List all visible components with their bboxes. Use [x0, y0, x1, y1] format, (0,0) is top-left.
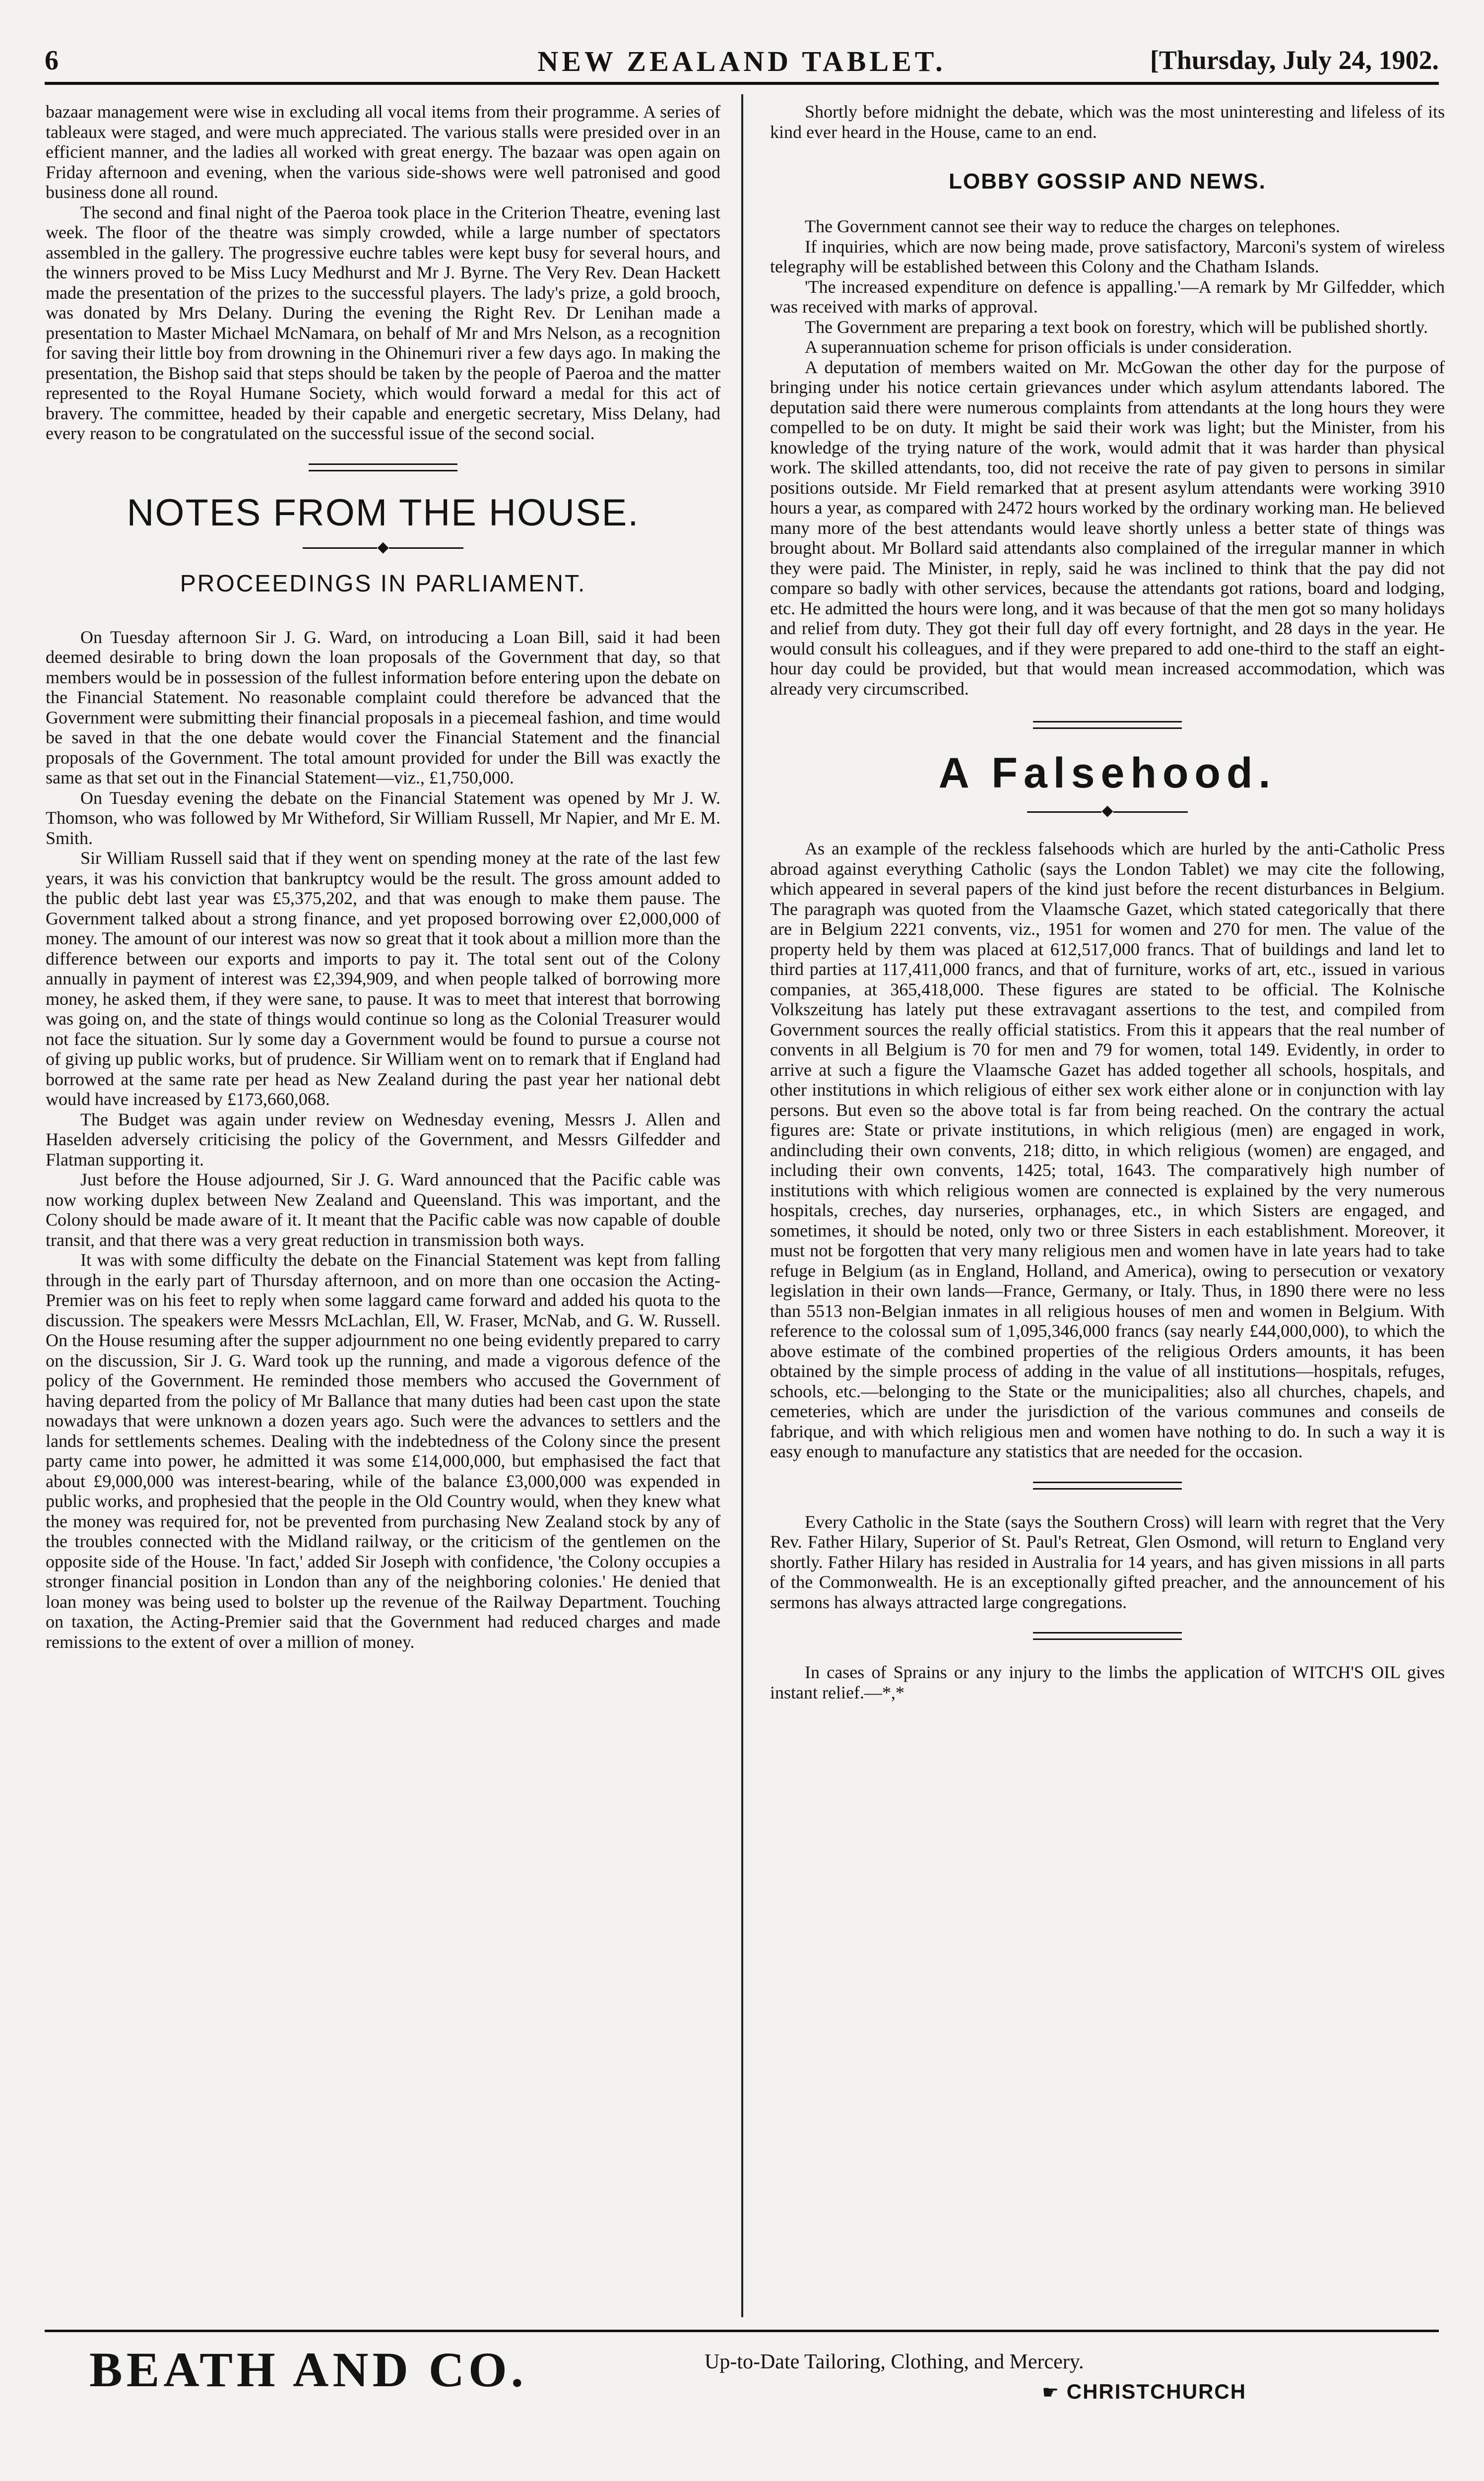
article-paragraph: Shortly before midnight the debate, which was the most uninteresting and lifeless of its kind ever heard in the House, came to an end. — [770, 102, 1445, 142]
section-rule — [309, 463, 457, 471]
right-column — [770, 102, 1445, 1702]
ornament-divider: ◆ — [770, 803, 1445, 819]
lobby-heading: LOBBY GOSSIP AND NEWS. — [949, 169, 1266, 194]
article-paragraph: On Tuesday afternoon Sir J. G. Ward, on introducing a Loan Bill, said it had been deemed desirable to bring down the loan proposals of the Government that day, so that members would be in possession of the fullest information before entering upon the debate on the Financial Statement. No reasonable complaint could therefore be advanced that the Government were submitting their financial proposals in a piecemeal fashion, and time would be saved in that the one debate would cover the Financial Statement and the financial proposals of the Government. The total amount provided for under the Bill was exactly the same as that set out in the Financial Statement—viz., £1,750,000. — [46, 627, 720, 787]
article-paragraph: Sir William Russell said that if they went on spending money at the rate of the last few years, it was his conviction that bankruptcy would be the result. The gross amount added to the public debt last year was £5,375,202, and that was enough to make them pause. The Government talked about a strong finance, and yet proposed borrowing over £2,000,000 of money. The amount of our interest was now so great that it took about a million more than the difference between our exports and imports to pay it. The total sent out of the Colony annually in payment of interest was £2,394,909, and when people talked of borrowing more money, he asked them, if they were sane, to pause. It was to meet that interest that borrowing was going on, and the state of things would continue so long as the Colonial Treasurer would not face the situation. Sur ly some day a Government would be found to pursue a course not of giving up public works, but of prudence. Sir William went on to remark that if England had borrowed at the same rate per head as New Zealand during the past year her national debt would have increased by £173,660,068. — [46, 848, 720, 1109]
lobby-paragraph: 'The increased expenditure on defence is appalling.'—A remark by Mr Gilfedder, which was received with marks of approval. — [770, 276, 1445, 317]
article-paragraph: bazaar management were wise in excluding all vocal items from their programme. A series of tableaux were staged, and were much appreciated. The various stalls were presided over in an efficient manner, and the ladies all worked with great energy. The bazaar was open again on Friday afternoon and evening, when the various side-shows were well patronised and good business done all round. — [46, 102, 720, 202]
section-heading: NOTES FROM THE HOUSE. — [127, 491, 640, 534]
article-paragraph: On Tuesday evening the debate on the Financial Statement was opened by Mr J. W. Thomson, who was followed by Mr Witheford, Sir William Russell, Mr Napier, and Mr E. M. Smith. — [46, 787, 720, 848]
issue-date: [Thursday, July 24, 1902. — [1150, 45, 1439, 75]
page-number: 6 — [45, 45, 59, 76]
article-paragraph: Just before the House adjourned, Sir J. G. Ward announced that the Pacific cable was now working duplex between New Zealand and Queensland. This was important, and the Colony should be made aware of it. It meant that the Pacific cable was now capable of double transit, and that there was a very great reduction in transmission both ways. — [46, 1170, 720, 1250]
lobby-paragraph: A deputation of members waited on Mr. McGowan the other day for the purpose of bringing under his notice certain grievances under which asylum attendants labored. The deputation said there were numerous complaints from attendants at the long hours they were compelled to be on duty. It might be said their work was light; but the Minister, from his knowledge of the trying nature of the work, would admit that it was harder than physical work. The skilled attendants, too, did not receive the rate of pay given to persons in similar positions outside. Mr Field remarked that at present asylum attendants were working 3910 hours a year, as compared with 2472 hours worked by the ordinary working man. He believed many more of the best attendants would leave shortly unless a better state of things was brought about. Mr Bollard said attendants also complained of the irregular manner in which they were paid. The Minister, in reply, said he was inclined to think that the pay did not compare so badly with other services, because the attendants got rations, board and lodging, etc. He admitted the hours were long, and it was because of that the men got so many holidays and relief from duty. They got their full day off every fortnight, and 28 days in the year. He would consult his colleagues, and if they were prepared to add one-third to the staff an eight-hour day could be provided, but that would mean increased accommodation, which was already very circumscribed. — [770, 357, 1445, 699]
falsehood-heading: A Falsehood. — [938, 749, 1277, 797]
article-paragraph: The Budget was again under review on Wednesday evening, Messrs J. Allen and Haselden adversely criticising the policy of the Government, and Messrs Gilfedder and Flatman supporting it. — [46, 1109, 720, 1170]
section-rule — [1033, 1482, 1182, 1490]
city-label: CHRISTCHURCH — [1066, 2380, 1247, 2403]
advertiser-city — [1042, 2380, 1246, 2404]
article-paragraph: The second and final night of the Paeroa took place in the Criterion Theatre, evening last week. The floor of the theatre was simply crowded, while a large number of spectators assembled in the gallery. The progressive euchre tables were kept busy for several hours, and the winners proved to be Miss Lucy Medhurst and Mr J. Byrne. The Very Rev. Dean Hackett made the presentation of the prizes to the successful players. The lady's prize, a gold brooch, was donated by Mrs Delany. During the evening the Right Rev. Dr Lenihan made a presentation to Master Michael McNamara, on behalf of Mr and Mrs Nelson, as a recognition for saving their little boy from drowning in the Ohinemuri river a few days ago. In making the presentation, the Bishop said that steps should be taken by the people of Paeroa and the matter represented to the Royal Humane Society, which would forward a medal for this act of bravery. The committee, headed by their capable and energetic secretary, Miss Delany, had every reason to be congratulated on the successful issue of the second social. — [46, 202, 720, 443]
section-rule — [1033, 1632, 1182, 1640]
left-column — [46, 102, 720, 1652]
advertiser-name: BEATH AND CO. — [89, 2342, 527, 2397]
lobby-paragraph: A superannuation scheme for prison officials is under consideration. — [805, 337, 1292, 357]
article-paragraph: As an example of the reckless falsehoods which are hurled by the anti-Catholic Press abroad against everything Catholic (says the London Tablet) we may cite the following, which appeared in several papers of the kind just before the recent disturbances in Belgium. The paragraph was quoted from the Vlaamsche Gazet, which stated categorically that there are in Belgium 2221 convents, viz., 1951 for women and 270 for men. The value of the property held by them was placed at 612,517,000 francs. That of buildings and land let to third parties at 117,411,000 francs, and that of furniture, works of art, etc., issued in various companies, at 365,418,000. These figures are stated to be official. The Kolnische Volkszeitung has lately put these extravagant assertions to the test, and compiled from Government sources the really official statistics. From this it appears that the real number of convents in all Belgium is 70 for men and 79 for women, total 149. Evidently, in order to arrive at such a figure the Vlaamsche Gazet has added together all schools, hospitals, and other institutions in which religious of either sex work either alone or in conjunction with lay persons. But even so the above total is far from being reached. On the contrary the actual figures are: State or private institutions, in which religious (men) are engaged in work, andincluding their own convents, 218; ditto, in which religious (women) are engaged, and including their own convents, 1425; total, 1643. The comparatively high number of institutions with which religious women are connected is explained by the very numerous hospitals, creches, day nurseries, orphanages, etc., in which Sisters are engaged, and sometimes, it should be noted, only two or three Sisters in each establishment. Moreover, it must not be forgotten that very many religious men and women have in late years had to take refuge in Belgium (as in England, Holland, and America), owing to persecution or vexatory legislation in their own lands—France, Germany, or Italy. Thus, in 1890 there were no less than 5513 non-Belgian inmates in all religious houses of men and women in Belgium. With reference to the colossal sum of 1,095,346,000 francs (say nearly £44,000,000), to which the above estimate of the combined properties of the religious Orders amounts, it has been obtained by the simple process of adding in the value of all institutions—hospitals, refuges, schools, etc.—belonging to the State or the municipalities; also all churches, chapels, and cemeteries, which are under the jurisdiction of the various communes and conseils de fabrique, and with which religious men and women have nothing to do. In such a way it is easy enough to manufacture any statistics that are needed for the occasion. — [770, 839, 1445, 1461]
header-rule — [45, 82, 1439, 85]
article-paragraph: It was with some difficulty the debate on the Financial Statement was kept from falling through in the early part of Thursday afternoon, and on more than one occasion the Acting-Premier was on his feet to reply when some laggard came forward and added his quota to the discussion. The speakers were Messrs McLachlan, Ell, W. Fraser, McNab, and G. W. Russell. On the House resuming after the supper adjournment no one being evidently prepared to carry on the discussion, Sir J. G. Ward took up the running, and made a vigorous defence of the policy of the Government. He reminded those members who accused the Government of having departed from the policy of Mr Ballance that many duties had been cast upon the state nowadays that were unknown a dozen years ago. Such were the advances to settlers and the lands for settlements schemes. Dealing with the indebtedness of the Colony since the present party came into power, he admitted it was some £14,000,000, but emphasised the fact that about £9,000,000 was interest-bearing, while of the balance £3,000,000 was expended in public works, and prophesied that the people in the Old Country would, when they knew what the money was required for, not be prevented from purchasing New Zealand stock by any of the troubles connected with the Midland railway, or the criticism of the gentlemen on the opposite side of the House. 'In fact,' added Sir Joseph with confidence, 'the Colony occupies a stronger financial position in London than any of the neighboring colonies.' He denied that loan money was being used to bolster up the revenue of the Railway Department. Touching on taxation, the Acting-Premier said that the Government had reduced charges and made remissions to the extent of over a million of money. — [46, 1250, 720, 1652]
lobby-paragraph: If inquiries, which are now being made, prove satisfactory, Marconi's system of wireless telegraphy will be established between this Colony and the Chatham Islands. — [770, 236, 1445, 276]
advertiser-tagline: Up-to-Date Tailoring, Clothing, and Mercery. — [705, 2350, 1084, 2373]
pointing-hand-icon: ☛ — [1042, 2382, 1060, 2403]
footer-advertisement — [45, 2341, 1439, 2411]
article-paragraph: Every Catholic in the State (says the Southern Cross) will learn with regret that the Very Rev. Father Hilary, Superior of St. Paul's Retreat, Glen Osmond, will return to England very shortly. Father Hilary has resided in Australia for 14 years, and has given missions in all parts of the Commonwealth. He is an exceptionally gifted preacher, and the announcement of his sermons has always attracted large congregations. — [770, 1511, 1445, 1612]
ornament-divider: ◆ — [46, 539, 720, 555]
lobby-paragraph: The Government cannot see their way to reduce the charges on telephones. — [805, 216, 1340, 236]
column-divider — [741, 94, 743, 2317]
lobby-paragraph: The Government are preparing a text book on forestry, which will be published shortly. — [805, 317, 1428, 337]
footer-rule — [45, 2330, 1439, 2332]
advertisement-text: In cases of Sprains or any injury to the limbs the application of WITCH'S OIL gives instant relief.—*,* — [770, 1662, 1445, 1702]
section-rule — [1033, 721, 1182, 729]
page-header — [45, 45, 1439, 84]
section-subheading: PROCEEDINGS IN PARLIAMENT. — [180, 570, 586, 597]
masthead-title: NEW ZEALAND TABLET. — [537, 45, 946, 77]
